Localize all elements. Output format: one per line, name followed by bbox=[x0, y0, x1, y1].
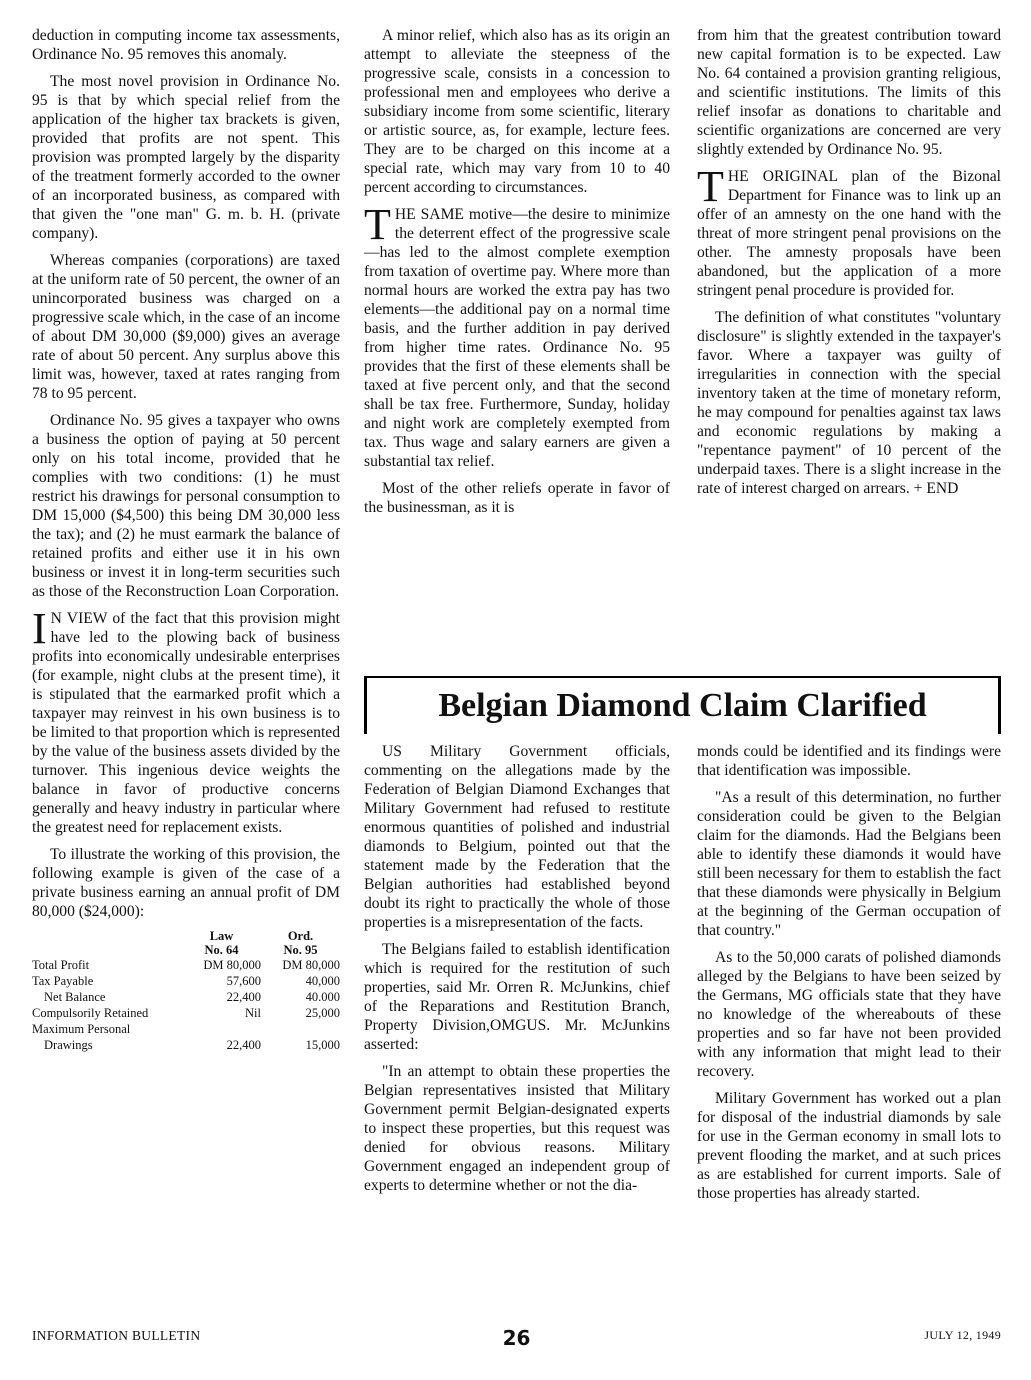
headline-box bbox=[364, 676, 1001, 734]
paragraph: US Military Government officials, commenting on the allegations made by the Federation of Belgian Diamond Exchanges that Military Government had refused to restitute enormous quantities of polished and industrial diamonds to Belgium, pointed out that the statement made by the Federation that the Belgian authorities had established beyond doubt its right to practically the whole of those properties is a misrepresentation of the facts. bbox=[364, 743, 670, 931]
paragraph: The most novel provision in Ordinance No. 95 is that by which special relief from the application of the higher tax brackets is given, provided that profits are not spent. This provision was prompted largely by the disparity of the treatment formerly accorded to the owner of an incorporated business, as compared with that given the "one man" G. m. b. H. (private company). bbox=[32, 73, 340, 242]
page-footer bbox=[32, 1326, 1001, 1356]
paragraph: "In an attempt to obtain these properties the Belgian representatives insisted that Military Government permit Belgian-designated experts to inspect these properties, but this request was denied for obvious reasons. Military Government engaged an independent group of experts to determine whether or not the dia- bbox=[364, 1063, 670, 1194]
paragraph-text: HE ORIGINAL plan of the Bizonal Department for Finance was to link up an offer of an amnesty on the one hand with the threat of more stringent penal provisions on the other. The amnesty proposals have been abandoned, but the application of a more stringent penal procedure is provided for. bbox=[697, 168, 1001, 299]
paragraph-text: HE SAME motive—the desire to minimize the deterrent effect of the progressive scale—has led to the almost complete exemption from taxation of overtime pay. Where more than normal hours are worked the extra pay has two elements—the additional pay on a normal time basis, and the further addition in pay derived from higher time rates. Ordinance No. 95 provides that the first of these elements shall be taxed at five percent only, and that the second shall be tax free. Furthermore, Sunday, holiday and night work are completely exempted from tax. Thus wage and salary earners are given a substantial tax relief. bbox=[364, 206, 670, 470]
drop-cap: T bbox=[364, 200, 391, 249]
page-number: 26 bbox=[502, 1326, 531, 1350]
table-row: Net Balance 22,400 40.000 bbox=[44, 990, 340, 1004]
article-column-3 bbox=[697, 26, 1001, 506]
article-column-5 bbox=[697, 742, 1001, 1211]
article-column-1 bbox=[32, 26, 340, 1053]
paragraph-text: N VIEW of the fact that this provision might have led to the plowing back of business profits into economically undesirable enterprises (for example, night clubs at the present time), it is stipulated that the earmarked profit which a taxpayer may reinvest in his own business is to be limited to that proportion which is represented by the value of the business assets divided by the turnover. This ingenious device weights the balance in favor of productive concerns generally and heavy industry in particular where the greatest need for replacement exists. bbox=[32, 610, 340, 836]
paragraph: from him that the greatest contribution toward new capital formation is to be expected. Law No. 64 contained a provision granting religious, and scientific institutions. The limits of this relief insofar as donations to charitable and scientific organizations are concerned are very slightly extended by Ordinance No. 95. bbox=[697, 27, 1001, 158]
article-column-4 bbox=[364, 742, 670, 1203]
table-row: Compulsorily Retained Nil 25,000 bbox=[32, 1006, 340, 1020]
paragraph: Ordinance No. 95 gives a taxpayer who owns a business the option of paying at 50 percent only on his total income, provided that he complies with two conditions: (1) he must restrict his drawings for personal consumption to DM 15,000 ($4,500) this being DM 30,000 less the tax); and (2) he must earmark the balance of retained profits and either use it in his own business or invest it in long-term securities such as those of the Reconstruction Loan Corporation. bbox=[32, 412, 340, 600]
paragraph: Whereas companies (corporations) are taxed at the uniform rate of 50 percent, the owner of an unincorporated business was charged on a progressive scale which, in the case of an income of about DM 30,000 ($9,000) gives an average rate of about 50 percent. Any surplus above this limit was, however, taxed at rates ranging from 78 to 95 percent. bbox=[32, 252, 340, 402]
paragraph: The definition of what constitutes "voluntary disclosure" is slightly extended in the taxpayer's favor. Where a taxpayer was guilty of irregularities in connection with the special inventory taken at the time of monetary reform, he may compound for penalties against tax laws and economic regulations by making a "repentance payment" of 10 percent of the underpaid taxes. There is a slight increase in the rate of interest charged on arrears. + END bbox=[697, 309, 1001, 497]
table-row: Drawings 22,400 15,000 bbox=[44, 1038, 340, 1052]
paragraph-with-initial bbox=[697, 162, 1001, 300]
table-row: Total Profit DM 80,000 DM 80,000 bbox=[32, 958, 340, 972]
table-row: Maximum Personal bbox=[32, 1022, 131, 1036]
publication-name: INFORMATION BULLETIN bbox=[32, 1328, 201, 1343]
paragraph-with-initial bbox=[32, 604, 340, 837]
example-table bbox=[32, 929, 340, 1053]
paragraph: deduction in computing income tax assessments, Ordinance No. 95 removes this anomaly. bbox=[32, 27, 340, 63]
table-row: Tax Payable 57,600 40,000 bbox=[32, 974, 340, 988]
paragraph: Military Government has worked out a plan for disposal of the industrial diamonds by sale for use in the German economy in small lots to prevent flooding the market, and at such prices as are established for current imports. Sale of those properties has already started. bbox=[697, 1090, 1001, 1202]
column-header-law: Law No. 64 bbox=[204, 929, 239, 957]
article-column-2 bbox=[364, 26, 670, 525]
article-headline: Belgian Diamond Claim Clarified bbox=[438, 687, 927, 724]
end-mark: + END bbox=[913, 480, 959, 497]
paragraph: "As a result of this determination, no further consideration could be given to the Belgian claim for the diamonds. Had the Belgians been able to identify these diamonds it would have still been necessary for them to establish the fact that these diamonds were physically in Belgium at the beginning of the German occupation of that country." bbox=[697, 789, 1001, 939]
issue-date: JULY 12, 1949 bbox=[924, 1328, 1001, 1342]
drop-cap: I bbox=[32, 604, 47, 653]
paragraph: As to the 50,000 carats of polished diamonds alleged by the Belgians to have been seized by the Germans, MG officials state that they have no knowledge of the whereabouts of these properties and so far have not been provided with any information that might lead to their recovery. bbox=[697, 949, 1001, 1080]
paragraph: monds could be identified and its findings were that identification was impossible. bbox=[697, 743, 1001, 779]
column-header-ord: Ord. No. 95 bbox=[283, 929, 318, 957]
drop-cap: T bbox=[697, 162, 724, 211]
paragraph: A minor relief, which also has as its origin an attempt to alleviate the steepness of the progressive scale, consists in a concession to professional men and employees who derive a subsidiary income from some scientific, literary or artistic source, as, for example, lecture fees. They are to be charged on this income at a special rate, which may vary from 10 to 40 percent according to circumstances. bbox=[364, 27, 670, 196]
table-header-row bbox=[32, 929, 340, 957]
paragraph-with-initial bbox=[364, 200, 670, 471]
paragraph: To illustrate the working of this provision, the following example is given of the case of a private business earning an annual profit of DM 80,000 ($24,000): bbox=[32, 846, 340, 920]
paragraph: Most of the other reliefs operate in favor of the businessman, as it is bbox=[364, 480, 670, 516]
paragraph: The Belgians failed to establish identification which is required for the restitution of such properties, said Mr. Orren R. McJunkins, chief of the Reparations and Restitution Branch, Property Division,OMGUS. Mr. McJunkins asserted: bbox=[364, 941, 670, 1053]
